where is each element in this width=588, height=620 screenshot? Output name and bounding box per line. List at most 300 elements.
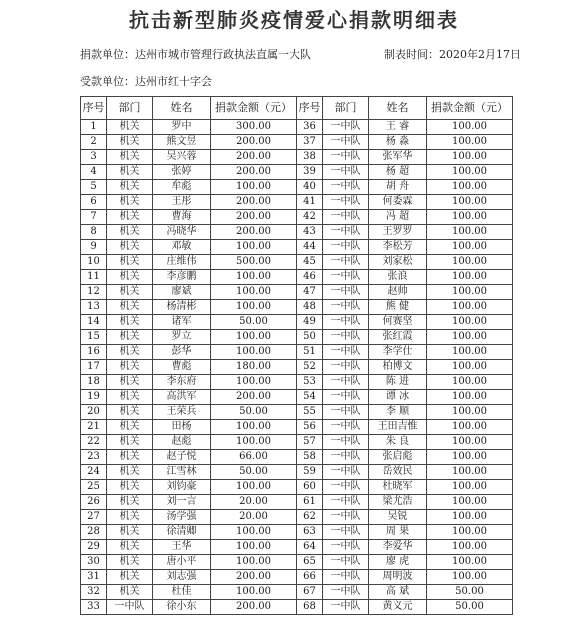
table-row — [81, 240, 513, 255]
amount-cell: 100.00 — [427, 300, 513, 315]
amount-cell: 100.00 — [211, 285, 297, 300]
dept-cell: 机关 — [107, 270, 153, 285]
amount-cell: 200.00 — [211, 600, 297, 615]
seq-cell: 15 — [81, 330, 107, 345]
seq-cell: 39 — [297, 165, 323, 180]
name-cell: 李彦鹏 — [153, 270, 211, 285]
date-value: 2020年2月17日 — [439, 48, 521, 61]
dept-cell: 一中队 — [323, 480, 369, 495]
dept-cell: 一中队 — [323, 375, 369, 390]
amount-cell: 100.00 — [427, 135, 513, 150]
seq-cell: 4 — [81, 165, 107, 180]
amount-cell: 200.00 — [211, 165, 297, 180]
dept-cell: 机关 — [107, 540, 153, 555]
seq-cell: 27 — [81, 510, 107, 525]
name-cell: 周 果 — [369, 525, 427, 540]
seq-cell: 56 — [297, 420, 323, 435]
dept-cell: 机关 — [107, 465, 153, 480]
amount-cell: 100.00 — [427, 165, 513, 180]
dept-cell: 一中队 — [323, 300, 369, 315]
name-cell: 熊 健 — [369, 300, 427, 315]
seq-cell: 48 — [297, 300, 323, 315]
seq-cell: 13 — [81, 300, 107, 315]
seq-cell: 36 — [297, 120, 323, 135]
table-row — [81, 135, 513, 150]
header-name: 姓名 — [369, 97, 427, 120]
name-cell: 熊文昱 — [153, 135, 211, 150]
name-cell: 李爱华 — [369, 540, 427, 555]
dept-cell: 机关 — [107, 405, 153, 420]
seq-cell: 25 — [81, 480, 107, 495]
amount-cell: 200.00 — [211, 195, 297, 210]
amount-cell: 50.00 — [427, 585, 513, 600]
page-title: 抗击新型肺炎疫情爱心捐款明细表 — [129, 8, 459, 32]
seq-cell: 63 — [297, 525, 323, 540]
amount-cell: 100.00 — [211, 420, 297, 435]
seq-cell: 8 — [81, 225, 107, 240]
dept-cell: 机关 — [107, 165, 153, 180]
seq-cell: 38 — [297, 150, 323, 165]
recipient-label: 受款单位： — [80, 75, 135, 88]
name-cell: 彭华 — [153, 345, 211, 360]
amount-cell: 100.00 — [427, 345, 513, 360]
table-row — [81, 375, 513, 390]
table-row — [81, 270, 513, 285]
amount-cell: 100.00 — [427, 420, 513, 435]
amount-cell: 100.00 — [427, 360, 513, 375]
table-row — [81, 255, 513, 270]
amount-cell: 100.00 — [427, 495, 513, 510]
seq-cell: 67 — [297, 585, 323, 600]
header-amount: 捐款金额（元） — [211, 97, 297, 120]
seq-cell: 9 — [81, 240, 107, 255]
dept-cell: 机关 — [107, 150, 153, 165]
name-cell: 江雪林 — [153, 465, 211, 480]
dept-cell: 机关 — [107, 300, 153, 315]
name-cell: 张婷 — [153, 165, 211, 180]
name-cell: 王罗罗 — [369, 225, 427, 240]
name-cell: 高洪军 — [153, 390, 211, 405]
seq-cell: 28 — [81, 525, 107, 540]
name-cell: 高 斌 — [369, 585, 427, 600]
header-seq: 序号 — [297, 97, 323, 120]
table-row — [81, 525, 513, 540]
table-row — [81, 225, 513, 240]
amount-cell: 100.00 — [427, 120, 513, 135]
seq-cell: 1 — [81, 120, 107, 135]
name-cell: 张启彪 — [369, 450, 427, 465]
seq-cell: 64 — [297, 540, 323, 555]
table-row — [81, 510, 513, 525]
name-cell: 王 睿 — [369, 120, 427, 135]
dept-cell: 一中队 — [323, 150, 369, 165]
dept-cell: 机关 — [107, 240, 153, 255]
table-row — [81, 420, 513, 435]
amount-cell: 100.00 — [427, 330, 513, 345]
table-row — [81, 585, 513, 600]
amount-cell: 100.00 — [427, 450, 513, 465]
amount-cell: 100.00 — [427, 195, 513, 210]
dept-cell: 一中队 — [323, 600, 369, 615]
name-cell: 徐小东 — [153, 600, 211, 615]
dept-cell: 一中队 — [323, 390, 369, 405]
date-line — [384, 46, 521, 62]
dept-cell: 一中队 — [323, 315, 369, 330]
dept-cell: 一中队 — [323, 360, 369, 375]
name-cell: 汤学强 — [153, 510, 211, 525]
amount-cell: 100.00 — [427, 315, 513, 330]
name-cell: 吴锐 — [369, 510, 427, 525]
seq-cell: 20 — [81, 405, 107, 420]
amount-cell: 100.00 — [211, 345, 297, 360]
seq-cell: 58 — [297, 450, 323, 465]
dept-cell: 一中队 — [323, 165, 369, 180]
seq-cell: 60 — [297, 480, 323, 495]
name-cell: 刘志强 — [153, 570, 211, 585]
seq-cell: 68 — [297, 600, 323, 615]
name-cell: 刘一言 — [153, 495, 211, 510]
seq-cell: 26 — [81, 495, 107, 510]
amount-cell: 100.00 — [427, 240, 513, 255]
amount-cell: 100.00 — [427, 480, 513, 495]
dept-cell: 一中队 — [323, 210, 369, 225]
name-cell: 罗立 — [153, 330, 211, 345]
name-cell: 罗中 — [153, 120, 211, 135]
name-cell: 张军华 — [369, 150, 427, 165]
name-cell: 赵彪 — [153, 435, 211, 450]
dept-cell: 机关 — [107, 375, 153, 390]
amount-cell: 100.00 — [427, 225, 513, 240]
recipient-line — [80, 73, 212, 89]
amount-cell: 100.00 — [427, 405, 513, 420]
name-cell: 杜佳 — [153, 585, 211, 600]
seq-cell: 21 — [81, 420, 107, 435]
dept-cell: 机关 — [107, 360, 153, 375]
dept-cell: 机关 — [107, 285, 153, 300]
table-row — [81, 315, 513, 330]
name-cell: 杜晓军 — [369, 480, 427, 495]
dept-cell: 机关 — [107, 225, 153, 240]
table-row — [81, 150, 513, 165]
table-row — [81, 480, 513, 495]
seq-cell: 19 — [81, 390, 107, 405]
amount-cell: 100.00 — [211, 375, 297, 390]
amount-cell: 200.00 — [211, 210, 297, 225]
name-cell: 刘家松 — [369, 255, 427, 270]
seq-cell: 53 — [297, 375, 323, 390]
name-cell: 刘钧豪 — [153, 480, 211, 495]
table-row — [81, 195, 513, 210]
seq-cell: 2 — [81, 135, 107, 150]
donor-label: 捐款单位： — [80, 48, 135, 61]
dept-cell: 一中队 — [323, 495, 369, 510]
table-row — [81, 405, 513, 420]
dept-cell: 一中队 — [323, 240, 369, 255]
name-cell: 廖斌 — [153, 285, 211, 300]
dept-cell: 机关 — [107, 510, 153, 525]
amount-cell: 100.00 — [211, 435, 297, 450]
dept-cell: 机关 — [107, 390, 153, 405]
amount-cell: 100.00 — [211, 270, 297, 285]
table-header-row — [81, 97, 513, 120]
table-row — [81, 465, 513, 480]
dept-cell: 机关 — [107, 450, 153, 465]
amount-cell: 20.00 — [211, 495, 297, 510]
name-cell: 胡 舟 — [369, 180, 427, 195]
table-row — [81, 390, 513, 405]
name-cell: 杨 超 — [369, 165, 427, 180]
name-cell: 王华 — [153, 540, 211, 555]
amount-cell: 100.00 — [427, 150, 513, 165]
dept-cell: 一中队 — [323, 525, 369, 540]
table-body — [81, 120, 513, 615]
dept-cell: 一中队 — [323, 285, 369, 300]
table-row — [81, 360, 513, 375]
seq-cell: 30 — [81, 555, 107, 570]
name-cell: 陈 进 — [369, 375, 427, 390]
dept-cell: 机关 — [107, 180, 153, 195]
name-cell: 王田吉惟 — [369, 420, 427, 435]
seq-cell: 37 — [297, 135, 323, 150]
dept-cell: 一中队 — [323, 540, 369, 555]
name-cell: 庄维伟 — [153, 255, 211, 270]
amount-cell: 100.00 — [211, 525, 297, 540]
name-cell: 何委霖 — [369, 195, 427, 210]
header-amount: 捐款金额（元） — [427, 97, 513, 120]
seq-cell: 11 — [81, 270, 107, 285]
dept-cell: 机关 — [107, 135, 153, 150]
amount-cell: 100.00 — [427, 210, 513, 225]
name-cell: 吴兴蓉 — [153, 150, 211, 165]
name-cell: 王荣兵 — [153, 405, 211, 420]
amount-cell: 100.00 — [427, 570, 513, 585]
seq-cell: 3 — [81, 150, 107, 165]
dept-cell: 一中队 — [323, 135, 369, 150]
name-cell: 李松芳 — [369, 240, 427, 255]
amount-cell: 200.00 — [211, 390, 297, 405]
seq-cell: 14 — [81, 315, 107, 330]
table-row — [81, 600, 513, 615]
seq-cell: 7 — [81, 210, 107, 225]
header-dept: 部门 — [107, 97, 153, 120]
name-cell: 谭 冰 — [369, 390, 427, 405]
table-row — [81, 165, 513, 180]
seq-cell: 54 — [297, 390, 323, 405]
dept-cell: 机关 — [107, 195, 153, 210]
amount-cell: 100.00 — [427, 375, 513, 390]
seq-cell: 6 — [81, 195, 107, 210]
name-cell: 梁尤浩 — [369, 495, 427, 510]
recipient-value: 达州市红十字会 — [135, 75, 212, 88]
amount-cell: 100.00 — [427, 255, 513, 270]
amount-cell: 100.00 — [211, 300, 297, 315]
table-row — [81, 450, 513, 465]
seq-cell: 5 — [81, 180, 107, 195]
seq-cell: 55 — [297, 405, 323, 420]
name-cell: 李 顺 — [369, 405, 427, 420]
amount-cell: 100.00 — [427, 285, 513, 300]
dept-cell: 机关 — [107, 345, 153, 360]
donor-value: 达州市城市管理行政执法直属一大队 — [135, 48, 311, 61]
header-dept: 部门 — [323, 97, 369, 120]
amount-cell: 100.00 — [211, 180, 297, 195]
seq-cell: 44 — [297, 240, 323, 255]
amount-cell: 66.00 — [211, 450, 297, 465]
seq-cell: 24 — [81, 465, 107, 480]
dept-cell: 一中队 — [323, 435, 369, 450]
table-row — [81, 345, 513, 360]
dept-cell: 机关 — [107, 315, 153, 330]
dept-cell: 机关 — [107, 480, 153, 495]
header-seq: 序号 — [81, 97, 107, 120]
amount-cell: 100.00 — [427, 180, 513, 195]
name-cell: 田杨 — [153, 420, 211, 435]
name-cell: 冯 超 — [369, 210, 427, 225]
amount-cell: 100.00 — [427, 525, 513, 540]
name-cell: 李东府 — [153, 375, 211, 390]
table-row — [81, 300, 513, 315]
dept-cell: 机关 — [107, 255, 153, 270]
seq-cell: 12 — [81, 285, 107, 300]
dept-cell: 一中队 — [323, 450, 369, 465]
seq-cell: 40 — [297, 180, 323, 195]
name-cell: 牟彪 — [153, 180, 211, 195]
name-cell: 唐小平 — [153, 555, 211, 570]
seq-cell: 66 — [297, 570, 323, 585]
amount-cell: 180.00 — [211, 360, 297, 375]
dept-cell: 机关 — [107, 525, 153, 540]
dept-cell: 一中队 — [323, 465, 369, 480]
dept-cell: 一中队 — [323, 405, 369, 420]
seq-cell: 47 — [297, 285, 323, 300]
dept-cell: 机关 — [107, 420, 153, 435]
amount-cell: 100.00 — [211, 480, 297, 495]
name-cell: 曹彪 — [153, 360, 211, 375]
donation-table — [80, 96, 513, 615]
seq-cell: 41 — [297, 195, 323, 210]
seq-cell: 16 — [81, 345, 107, 360]
name-cell: 岳效民 — [369, 465, 427, 480]
amount-cell: 100.00 — [211, 555, 297, 570]
name-cell: 邓敏 — [153, 240, 211, 255]
amount-cell: 200.00 — [211, 150, 297, 165]
dept-cell: 一中队 — [323, 225, 369, 240]
dept-cell: 一中队 — [323, 570, 369, 585]
table-row — [81, 570, 513, 585]
amount-cell: 100.00 — [427, 390, 513, 405]
amount-cell: 300.00 — [211, 120, 297, 135]
seq-cell: 51 — [297, 345, 323, 360]
name-cell: 黄义元 — [369, 600, 427, 615]
dept-cell: 一中队 — [107, 600, 153, 615]
dept-cell: 一中队 — [323, 180, 369, 195]
seq-cell: 46 — [297, 270, 323, 285]
amount-cell: 100.00 — [211, 585, 297, 600]
amount-cell: 100.00 — [427, 555, 513, 570]
name-cell: 杨 淼 — [369, 135, 427, 150]
name-cell: 赵帅 — [369, 285, 427, 300]
name-cell: 曹海 — [153, 210, 211, 225]
name-cell: 诸军 — [153, 315, 211, 330]
date-label: 制表时间： — [384, 48, 439, 61]
dept-cell: 机关 — [107, 435, 153, 450]
amount-cell: 50.00 — [211, 465, 297, 480]
amount-cell: 100.00 — [427, 540, 513, 555]
seq-cell: 18 — [81, 375, 107, 390]
name-cell: 李学仕 — [369, 345, 427, 360]
table-row — [81, 120, 513, 135]
name-cell: 周明波 — [369, 570, 427, 585]
amount-cell: 50.00 — [211, 405, 297, 420]
dept-cell: 一中队 — [323, 195, 369, 210]
amount-cell: 100.00 — [427, 435, 513, 450]
name-cell: 王彤 — [153, 195, 211, 210]
name-cell: 杨清彬 — [153, 300, 211, 315]
dept-cell: 机关 — [107, 585, 153, 600]
seq-cell: 50 — [297, 330, 323, 345]
name-cell: 廖 虎 — [369, 555, 427, 570]
seq-cell: 10 — [81, 255, 107, 270]
seq-cell: 45 — [297, 255, 323, 270]
table-row — [81, 555, 513, 570]
dept-cell: 一中队 — [323, 255, 369, 270]
amount-cell: 100.00 — [211, 540, 297, 555]
dept-cell: 机关 — [107, 555, 153, 570]
name-cell: 徐清卿 — [153, 525, 211, 540]
amount-cell: 50.00 — [211, 315, 297, 330]
dept-cell: 一中队 — [323, 420, 369, 435]
dept-cell: 一中队 — [323, 270, 369, 285]
seq-cell: 32 — [81, 585, 107, 600]
dept-cell: 一中队 — [323, 555, 369, 570]
seq-cell: 65 — [297, 555, 323, 570]
seq-cell: 59 — [297, 465, 323, 480]
table-row — [81, 330, 513, 345]
seq-cell: 49 — [297, 315, 323, 330]
dept-cell: 一中队 — [323, 120, 369, 135]
dept-cell: 一中队 — [323, 330, 369, 345]
seq-cell: 52 — [297, 360, 323, 375]
dept-cell: 机关 — [107, 495, 153, 510]
seq-cell: 57 — [297, 435, 323, 450]
name-cell: 冯晓华 — [153, 225, 211, 240]
dept-cell: 一中队 — [323, 345, 369, 360]
amount-cell: 200.00 — [211, 570, 297, 585]
table-row — [81, 210, 513, 225]
seq-cell: 33 — [81, 600, 107, 615]
dept-cell: 一中队 — [323, 510, 369, 525]
name-cell: 何赛坚 — [369, 315, 427, 330]
amount-cell: 200.00 — [211, 225, 297, 240]
name-cell: 张浪 — [369, 270, 427, 285]
name-cell: 赵子悦 — [153, 450, 211, 465]
table-row — [81, 285, 513, 300]
seq-cell: 43 — [297, 225, 323, 240]
seq-cell: 17 — [81, 360, 107, 375]
amount-cell: 200.00 — [211, 135, 297, 150]
amount-cell: 50.00 — [427, 600, 513, 615]
dept-cell: 机关 — [107, 120, 153, 135]
amount-cell: 100.00 — [427, 270, 513, 285]
amount-cell: 100.00 — [211, 240, 297, 255]
dept-cell: 机关 — [107, 570, 153, 585]
seq-cell: 23 — [81, 450, 107, 465]
seq-cell: 31 — [81, 570, 107, 585]
amount-cell: 100.00 — [211, 330, 297, 345]
seq-cell: 29 — [81, 540, 107, 555]
dept-cell: 机关 — [107, 330, 153, 345]
donor-line — [80, 46, 311, 62]
